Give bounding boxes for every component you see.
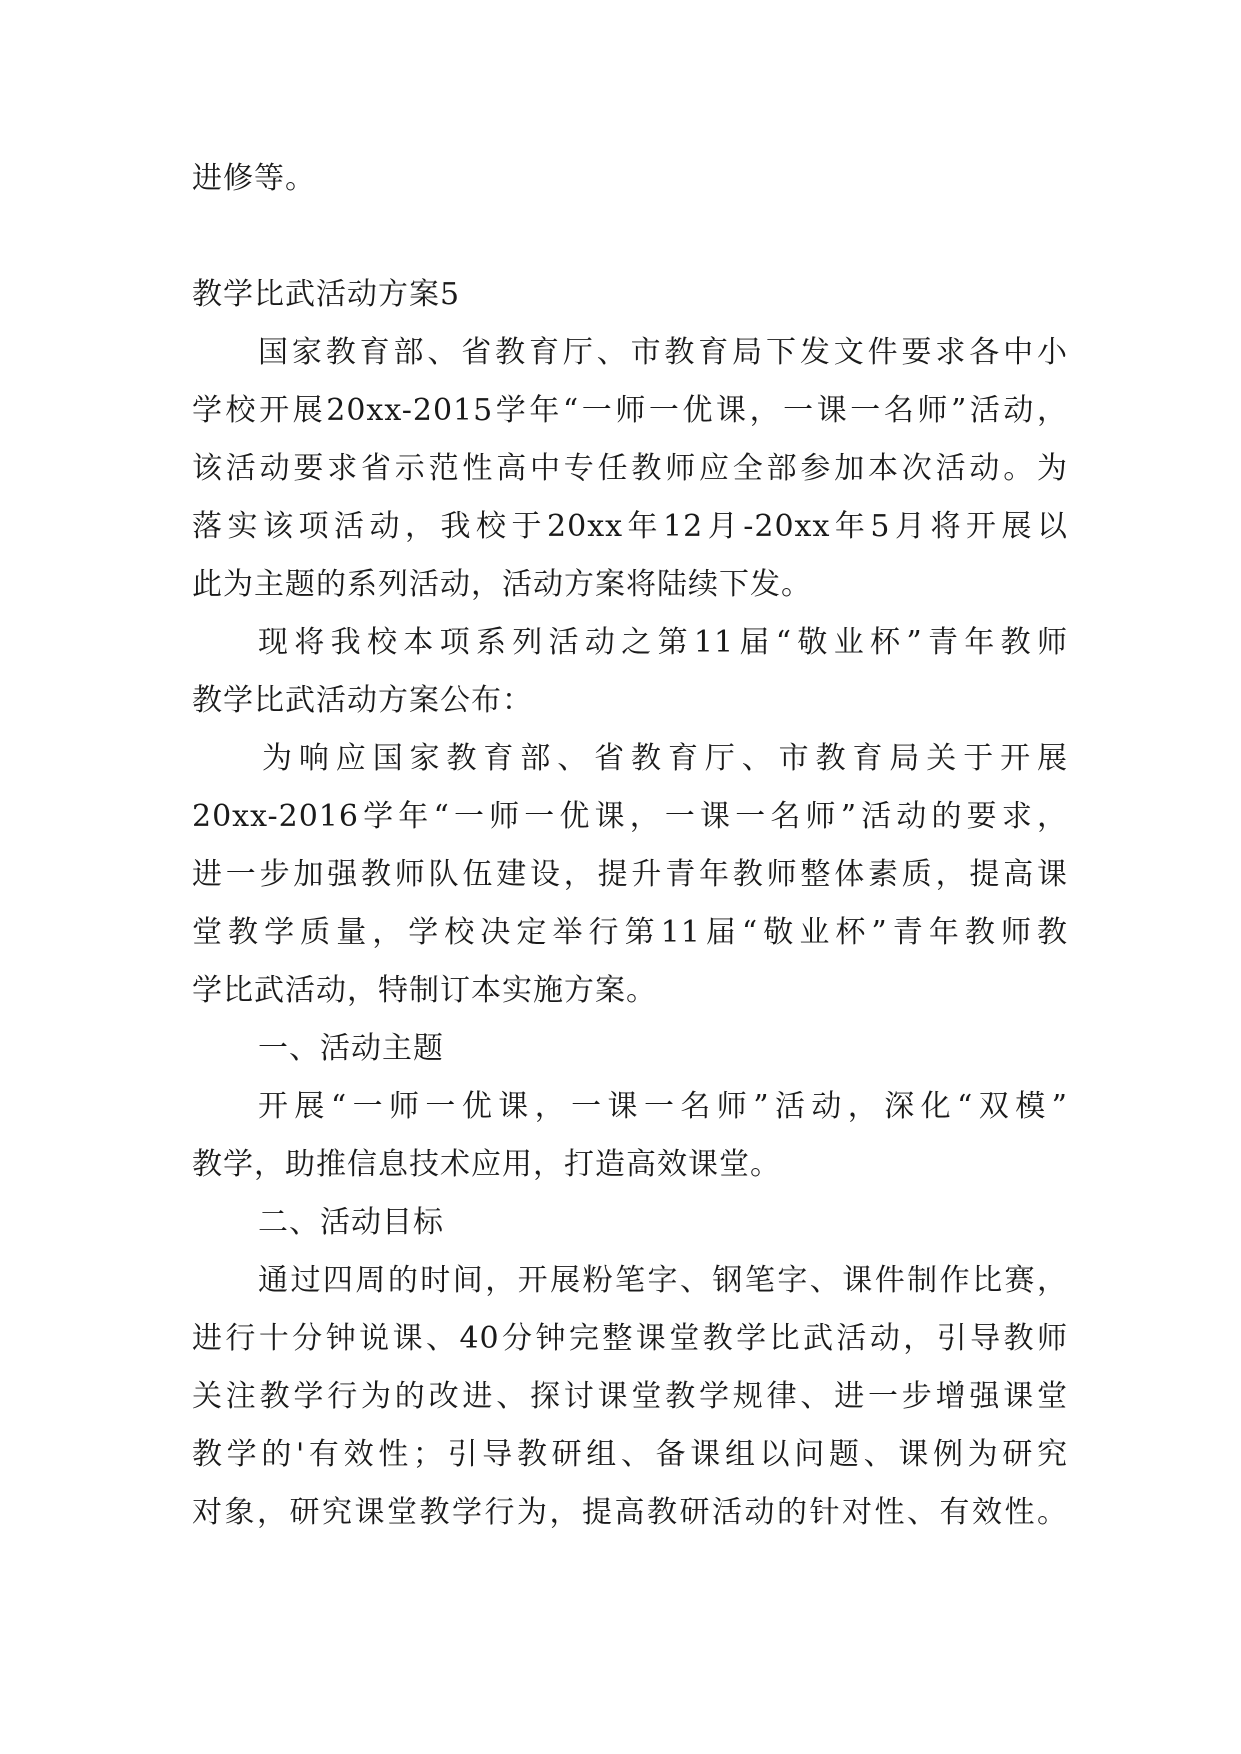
paragraph-line: 开展“一师一优课，一课一名师”活动，深化“双模” — [258, 1089, 1068, 1124]
document-body — [192, 150, 1068, 1542]
paragraph-line: 落实该项活动，我校于20xx年12月-20xx年5月将开展以 — [192, 509, 1068, 544]
paragraph-line: 国家教育部、省教育厅、市教育局下发文件要求各中小 — [258, 335, 1068, 370]
paragraph-line: 学校开展20xx-2015学年“一师一优课，一课一名师”活动， — [192, 393, 1068, 428]
paragraph-line: 通过四周的时间，开展粉笔字、钢笔字、课件制作比赛， — [258, 1263, 1068, 1298]
paragraph-gap — [192, 208, 1068, 266]
paragraph-line: 关注教学行为的改进、探讨课堂教学规律、进一步增强课堂 — [192, 1379, 1068, 1414]
paragraph-line: 堂教学质量，学校决定举行第11届“敬业杯”青年教师教 — [192, 915, 1068, 950]
subheading-activity-theme: 一、活动主题 — [258, 1031, 444, 1066]
paragraph-line: 学比武活动，特制订本实施方案。 — [192, 973, 657, 1008]
paragraph-line: 教学，助推信息技术应用，打造高效课堂。 — [192, 1147, 781, 1182]
paragraph-line: 进行十分钟说课、40分钟完整课堂教学比武活动，引导教师 — [192, 1321, 1068, 1356]
paragraph-line: 20xx-2016学年“一师一优课，一课一名师”活动的要求， — [192, 799, 1068, 834]
paragraph-line: 教学的'有效性；引导教研组、备课组以问题、课例为研究 — [192, 1437, 1068, 1472]
section-heading: 教学比武活动方案5 — [192, 277, 461, 312]
paragraph-line: 现将我校本项系列活动之第11届“敬业杯”青年教师 — [258, 625, 1068, 660]
paragraph-line: 为响应国家教育部、省教育厅、市教育局关于开展 — [262, 741, 1068, 776]
paragraph-line: 该活动要求省示范性高中专任教师应全部参加本次活动。为 — [192, 451, 1068, 486]
paragraph-line: 对象，研究课堂教学行为，提高教研活动的针对性、有效性。 — [192, 1495, 1068, 1530]
paragraph-line: 此为主题的系列活动，活动方案将陆续下发。 — [192, 567, 812, 602]
text-line-continuation: 进修等。 — [192, 161, 316, 196]
paragraph-line: 教学比武活动方案公布： — [192, 683, 533, 718]
subheading-activity-goals: 二、活动目标 — [258, 1205, 444, 1240]
paragraph-line: 进一步加强教师队伍建设，提升青年教师整体素质，提高课 — [192, 857, 1068, 892]
